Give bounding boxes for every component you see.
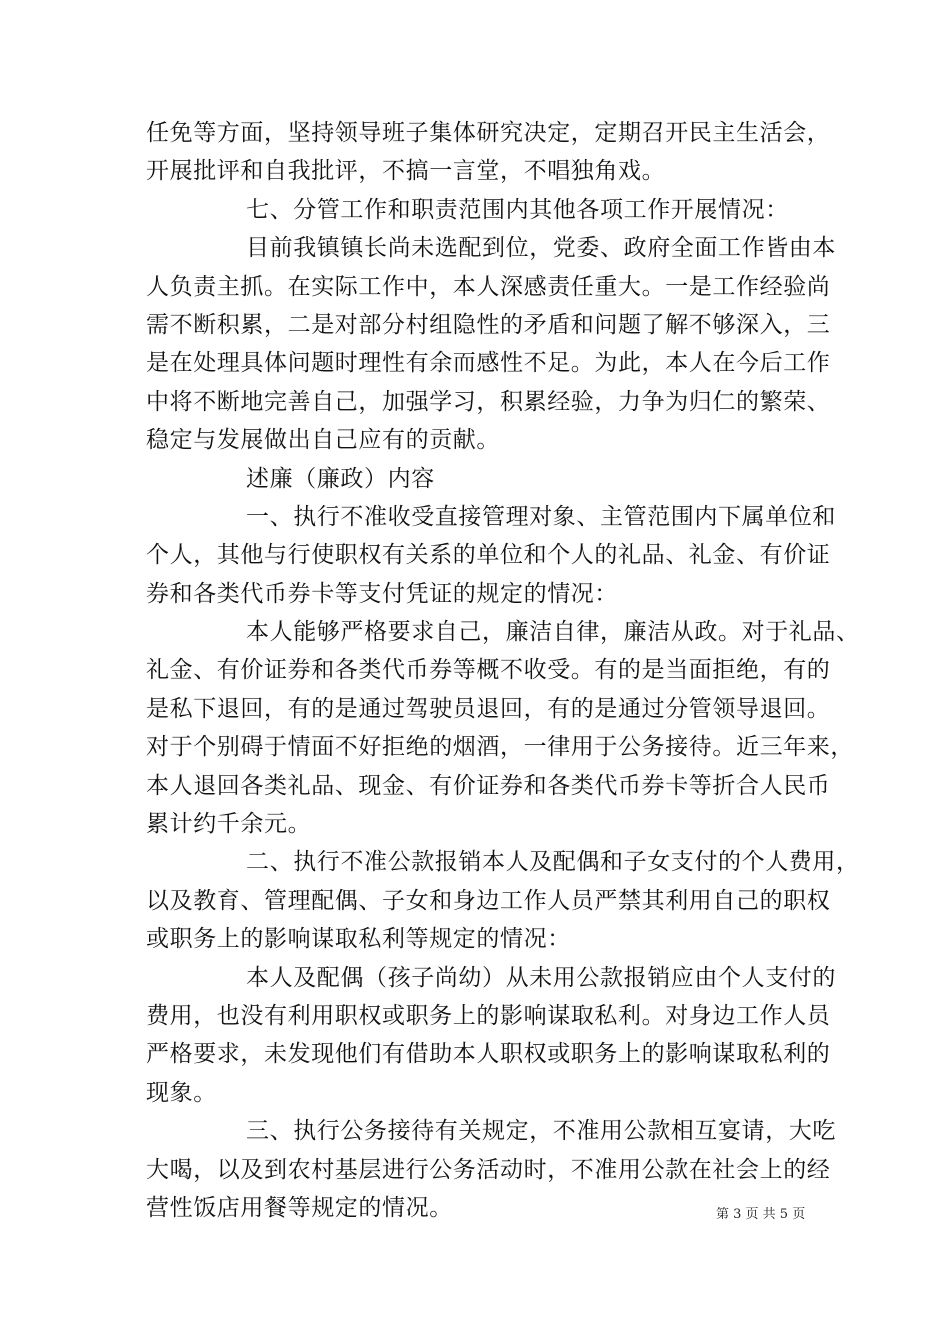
document-body [146, 114, 860, 1227]
text-line: 本人能够严格要求自己，廉洁自律，廉洁从政。对于礼品、 [246, 619, 860, 646]
text-line: 本人及配偶（孩子尚幼）从未用公款报销应由个人支付的 [246, 964, 836, 991]
text-line: 目前我镇镇长尚未选配到位，党委、政府全面工作皆由本 [246, 235, 836, 262]
text-line: 需不断积累，二是对部分村组隐性的矛盾和问题了解不够深入，三 [146, 311, 831, 338]
text-line: 任免等方面，坚持领导班子集体研究决定，定期召开民主生活会， [146, 120, 831, 146]
section-heading: 七、分管工作和职责范围内其他各项工作开展情况： [246, 196, 789, 223]
text-line: 券和各类代币券卡等支付凭证的规定的情况： [146, 580, 618, 607]
text-line: 礼金、有价证券和各类代币券等概不收受。有的是当面拒绝，有的 [146, 657, 831, 684]
text-line: 以及教育、管理配偶、子女和身边工作人员严禁其利用自己的职权 [146, 887, 831, 914]
text-line: 是在处理具体问题时理性有余而感性不足。为此，本人在今后工作 [146, 350, 831, 377]
section-heading: 一、执行不准收受直接管理对象、主管范围内下属单位和 [246, 503, 836, 530]
text-line: 开展批评和自我批评，不搞一言堂，不唱独角戏。 [146, 158, 666, 185]
section-heading: 二、执行不准公款报销本人及配偶和子女支付的个人费用， [246, 849, 860, 876]
page-number: 第 3 页 共 5 页 [716, 1207, 806, 1222]
text-line: 累计约千余元。 [146, 811, 312, 838]
text-line: 现象。 [146, 1079, 217, 1106]
text-line: 是私下退回，有的是通过驾驶员退回，有的是通过分管领导退回。 [146, 695, 831, 722]
text-line: 严格要求，未发现他们有借助本人职权或职务上的影响谋取私利的 [146, 1041, 831, 1068]
text-line: 本人退回各类礼品、现金、有价证券和各类代币券卡等折合人民币 [146, 772, 831, 799]
text-line: 大喝，以及到农村基层进行公务活动时，不准用公款在社会上的经 [146, 1156, 831, 1183]
text-line: 营性饭店用餐等规定的情况。 [146, 1194, 453, 1221]
text-line: 中将不断地完善自己，加强学习，积累经验，力争为归仁的繁荣、 [146, 388, 831, 415]
text-line: 或职务上的影响谋取私利等规定的情况： [146, 926, 571, 953]
text-line: 费用，也没有利用职权或职务上的影响谋取私利。对身边工作人员 [146, 1002, 831, 1029]
section-title: 述廉（廉政）内容 [246, 465, 435, 492]
text-line: 个人，其他与行使职权有关系的单位和个人的礼品、礼金、有价证 [146, 542, 831, 569]
text-line: 对于个别碍于情面不好拒绝的烟酒，一律用于公务接待。近三年来， [146, 734, 854, 761]
text-line: 人负责主抓。在实际工作中，本人深感责任重大。一是工作经验尚 [146, 273, 831, 300]
text-line: 稳定与发展做出自己应有的贡献。 [146, 427, 500, 454]
section-heading: 三、执行公务接待有关规定，不准用公款相互宴请，大吃 [246, 1118, 836, 1145]
